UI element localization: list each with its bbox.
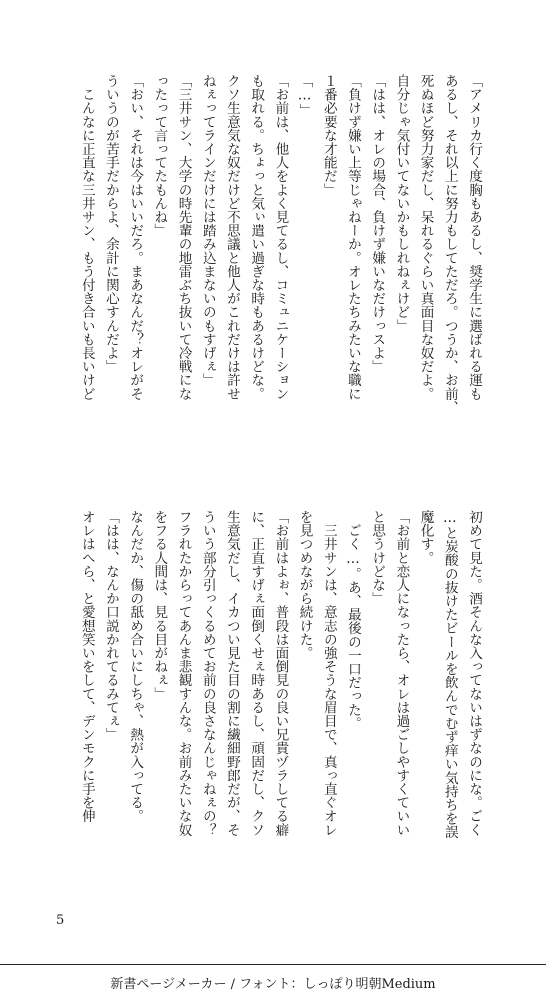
text-block-lower [56, 510, 486, 910]
lower-text-line: なんだか、傷の舐め合いにしちゃ、熱が入ってる。 [127, 510, 144, 823]
upper-text-line: 自分じゃ気付いてないかもしれねぇけど」 [393, 74, 410, 333]
upper-text-line: 「負けず嫌い上等じゃねーか。オレたちみたいな職に [344, 74, 361, 401]
lower-text-line: オレはへら、と愛想笑いをして、デンモクに手を伸 [78, 510, 95, 823]
lower-text-line: ごく…。あ、最後の一口だった。 [344, 510, 361, 730]
upper-text-line: 「アメリカ行く度胸もあるし、奨学生に選ばれる運も [466, 74, 482, 401]
upper-text-line: ったって言ってたもんね」 [151, 74, 168, 238]
lower-text-line: と思うけどな」 [369, 510, 386, 606]
upper-text-line: 「お前は、他人をよく見てるし、コミュニケーション [272, 74, 289, 401]
lower-text-line: 三井サンは、意志の強そうな眉目で、真っ直ぐオレ [320, 510, 337, 837]
upper-text-line: クソ生意気な奴だけど不思議と他人がこれだけは許せ [223, 74, 240, 401]
upper-text-line: 「おい、それは今はいいだろ。まあなんだ？オレがそ [127, 74, 144, 401]
lower-text-line: 生意気だし、イカつい見た目の割に繊細野郎だが、そ [223, 510, 240, 837]
upper-text-line: も取れる。ちょっと気ぃ遣い過ぎな時もあるけどな。 [248, 74, 265, 401]
upper-text-line: 「…」 [296, 74, 313, 118]
upper-text-line: ねぇってラインだけには踏み込まないのもすげぇ」 [199, 74, 216, 387]
lower-text-line: 「お前と恋人になったら、オレは過ごしやすくていい [393, 510, 410, 837]
page-number: 5 [56, 913, 65, 928]
lower-text-line: 初めて見た。酒そんな入ってないはずなのにな。ごく [466, 510, 482, 837]
upper-text-line: １番必要な才能だ」 [320, 74, 337, 197]
lower-text-line: 「お前はよぉ、普段は面倒見の良い兄貴ヅラしてる癖 [272, 510, 289, 837]
lower-text-line: を見つめながら続けた。 [296, 510, 313, 660]
lower-text-line: をフる人間は、見る目がねぇ」 [151, 510, 168, 701]
text-block-upper [56, 74, 486, 469]
upper-text-line: こんなに正直な三井サン、もう付き合いも長いけど [78, 74, 95, 401]
footer-credit: 新書ページメーカー / フォント：しっぽり明朝Medium [110, 977, 436, 992]
upper-text-line: 「はは、オレの場合、負けず嫌いなだけっスよ」 [369, 74, 386, 374]
lower-text-line: 「はは、なんか口説かれてるみてぇ」 [102, 510, 119, 742]
lower-text-line: に、正直すげぇ面倒くせぇ時あるし、頑固だし、クソ [248, 510, 265, 837]
upper-text-line: ういうのが苦手だからよ、余計に関心すんだよ」 [102, 74, 119, 374]
upper-text-line: 「三井サン、大学の時先輩の地雷ぶち抜いて冷戦にな [175, 74, 192, 401]
lower-text-line: フラれたからってあんま悲観すんな。お前みたいな奴 [175, 510, 192, 837]
lower-text-line: 魔化す。 [417, 510, 434, 565]
upper-text-line: あるし、それ以上に努力もしてただろ。つうか、お前、 [441, 74, 458, 414]
upper-text-line: 死ぬほど努力家だし、呆れるぐらい真面目な奴だよ。 [417, 74, 434, 401]
lower-text-line: …と炭酸の抜けたビールを飲んでむず痒い気持ちを誤 [441, 510, 458, 839]
lower-text-line: ういう部分引っくるめてお前の良さなんじゃねぇの？ [199, 510, 216, 837]
